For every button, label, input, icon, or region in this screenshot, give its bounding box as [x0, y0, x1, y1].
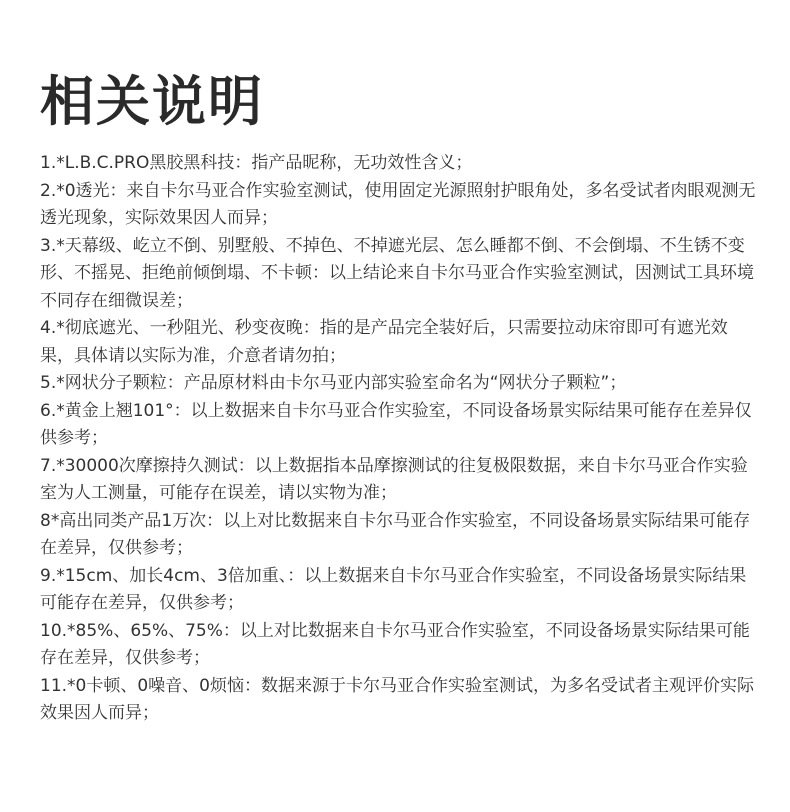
note-item-11: 11.*0卡顿、0噪音、0烦恼：数据来源于卡尔马亚合作实验室测试，为多名受试者主观评价实际效果因人而异；	[40, 675, 754, 723]
note-item-3: 3.*天幕级、屹立不倒、别墅般、不掉色、不掉遮光层、怎么睡都不倒、不会倒塌、不生锈不变形、不摇晃、拒绝前倾倒塌、不卡顿：以上结论来自卡尔马亚合作实验室测试，因测试工具环境不同存在细微误差；	[40, 235, 754, 311]
note-item-7: 7.*30000次摩擦持久测试：以上数据指本品摩擦测试的往复极限数据，来自卡尔马亚合作实验室为人工测量，可能存在误差，请以实物为准；	[40, 455, 748, 503]
note-item-9: 9.*15cm、加长4cm、3倍加重、：以上数据来自卡尔马亚合作实验室，不同设备场景实际结果可能存在差异，仅供参考；	[40, 565, 747, 613]
note-item-10: 10.*85%、65%、75%：以上对比数据来自卡尔马亚合作实验室，不同设备场景实际结果可能存在差异，仅供参考；	[40, 620, 750, 668]
notes-document	[40, 62, 760, 728]
note-item-1: 1.*L.B.C.PRO黑胶黑科技：指产品昵称，无功效性含义；	[40, 153, 473, 173]
note-item-6: 6.*黄金上翘101°：以上数据来自卡尔马亚合作实验室，不同设备场景实际结果可能存在差异仅供参考；	[40, 400, 752, 448]
note-item-2: 2.*0透光：来自卡尔马亚合作实验室测试，使用固定光源照射护眼角处，多名受试者肉眼观测无透光现象，实际效果因人而异；	[40, 180, 756, 228]
page-title: 相关说明	[40, 70, 264, 133]
note-item-4: 4.*彻底遮光、一秒阻光、秒变夜晚：指的是产品完全装好后，只需要拉动床帘即可有遮光效果，具体请以实际为准，介意者请勿拍；	[40, 318, 728, 366]
note-item-8: 8*高出同类产品1万次：以上对比数据来自卡尔马亚合作实验室，不同设备场景实际结果可能存在差异，仅供参考；	[40, 510, 751, 558]
note-item-5: 5.*网状分子颗粒：产品原材料由卡尔马亚内部实验室命名为“网状分子颗粒”；	[40, 373, 627, 393]
notes-list	[40, 150, 760, 728]
